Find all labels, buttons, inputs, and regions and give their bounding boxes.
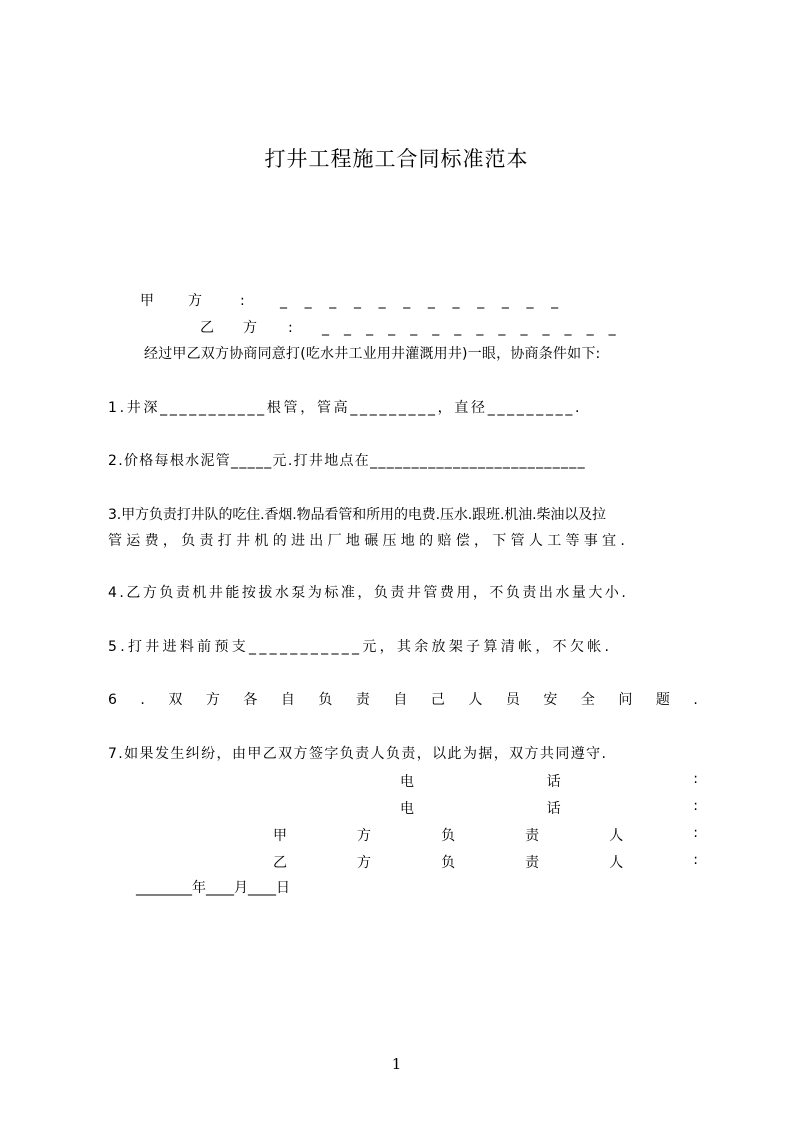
phone-label-char: 话 — [546, 801, 561, 817]
signatory-label-char: 人 — [609, 828, 624, 844]
party-b-blank: _ _ _ _ _ _ _ _ _ _ _ _ _ _ — [322, 320, 621, 336]
clause-1: 1.井深___________根管，管高_________，直径_________. — [108, 400, 583, 416]
signatory-label-char: 负 — [441, 855, 456, 871]
party-a-label-2: 方 — [188, 293, 202, 309]
clause-6-char: 责 — [355, 692, 370, 708]
clause-6 — [108, 690, 698, 710]
clause-7: 7.如果发生纠纷，由甲乙双方签字负责人负责，以此为据，双方共同遵守. — [108, 746, 608, 762]
clause-5: 5.打井进料前预支___________元，其余放架子算清帐，不欠帐. — [108, 639, 613, 655]
clause-6-char: 问 — [618, 692, 633, 708]
clause-6-char: 方 — [205, 692, 220, 708]
party-b-colon: : — [288, 320, 293, 336]
party-b-label-1: 乙 — [200, 320, 214, 336]
clause-3-line-1: 3.甲方负责打井队的吃住.香烟.物品看管和所用的电费.压水.跟班.机油.柴油以及拉 — [108, 507, 606, 523]
clause-6-char: 双 — [168, 692, 183, 708]
signatory-colon: : — [693, 825, 698, 841]
clause-6-char: 题 — [655, 692, 670, 708]
signatory-label-char: 方 — [357, 828, 372, 844]
document-title: 打井工程施工合同标准范本 — [264, 147, 529, 171]
clause-3-line-2: 管运费，负责打井机的进出厂地碾压地的赔偿，下管人工等事宜. — [108, 533, 630, 549]
phone-label-char: 电 — [400, 774, 414, 790]
phone-label-char: 话 — [546, 774, 561, 790]
clause-6-char: . — [140, 692, 145, 708]
phone-colon: : — [693, 771, 698, 787]
clause-6-char: 全 — [580, 692, 595, 708]
signatory-label-char: 人 — [609, 855, 624, 871]
party-b-label-2: 方 — [243, 320, 257, 336]
page-number: 1 — [391, 1055, 402, 1073]
clause-6-char: . — [693, 692, 698, 708]
phone-label-char: 电 — [400, 801, 414, 817]
clause-6-char: 人 — [468, 692, 483, 708]
clause-6-char: 员 — [505, 692, 520, 708]
party-a-blank: _ _ _ _ _ _ _ _ _ _ _ _ — [280, 293, 565, 309]
clause-4: 4.乙方负责机井能按拔水泵为标准，负责井管费用，不负责出水量大小. — [108, 585, 629, 601]
signatory-label-char: 甲 — [273, 828, 287, 844]
signatory-label-char: 负 — [441, 828, 456, 844]
clause-2: 2.价格每根水泥管_____元.打井地点在__________________________ — [108, 453, 586, 469]
signatory-label-char: 方 — [357, 855, 372, 871]
clause-6-char: 各 — [243, 692, 258, 708]
clause-6-char: 6 — [108, 692, 117, 708]
signatory-label-char: 责 — [525, 855, 540, 871]
party-b-signatory-row — [273, 852, 698, 872]
phone-colon: : — [693, 798, 698, 814]
clause-6-char: 自 — [280, 692, 295, 708]
signatory-colon: : — [693, 852, 698, 868]
signatory-label-char: 责 — [525, 828, 540, 844]
clause-6-char: 自 — [393, 692, 408, 708]
signatory-label-char: 乙 — [273, 855, 287, 871]
phone-row-2 — [400, 798, 698, 818]
phone-row-1 — [400, 771, 698, 791]
party-a-signatory-row — [273, 825, 698, 845]
party-a-colon: : — [240, 293, 245, 309]
party-a-label-1: 甲 — [140, 293, 154, 309]
clause-6-char: 己 — [430, 692, 445, 708]
intro-text: 经过甲乙双方协商同意打(吃水井工业用井灌溉用井)一眼，协商条件如下: — [144, 346, 601, 362]
clause-6-char: 安 — [543, 692, 558, 708]
date-line: ________年____月____日 — [136, 880, 290, 896]
clause-6-char: 负 — [318, 692, 333, 708]
